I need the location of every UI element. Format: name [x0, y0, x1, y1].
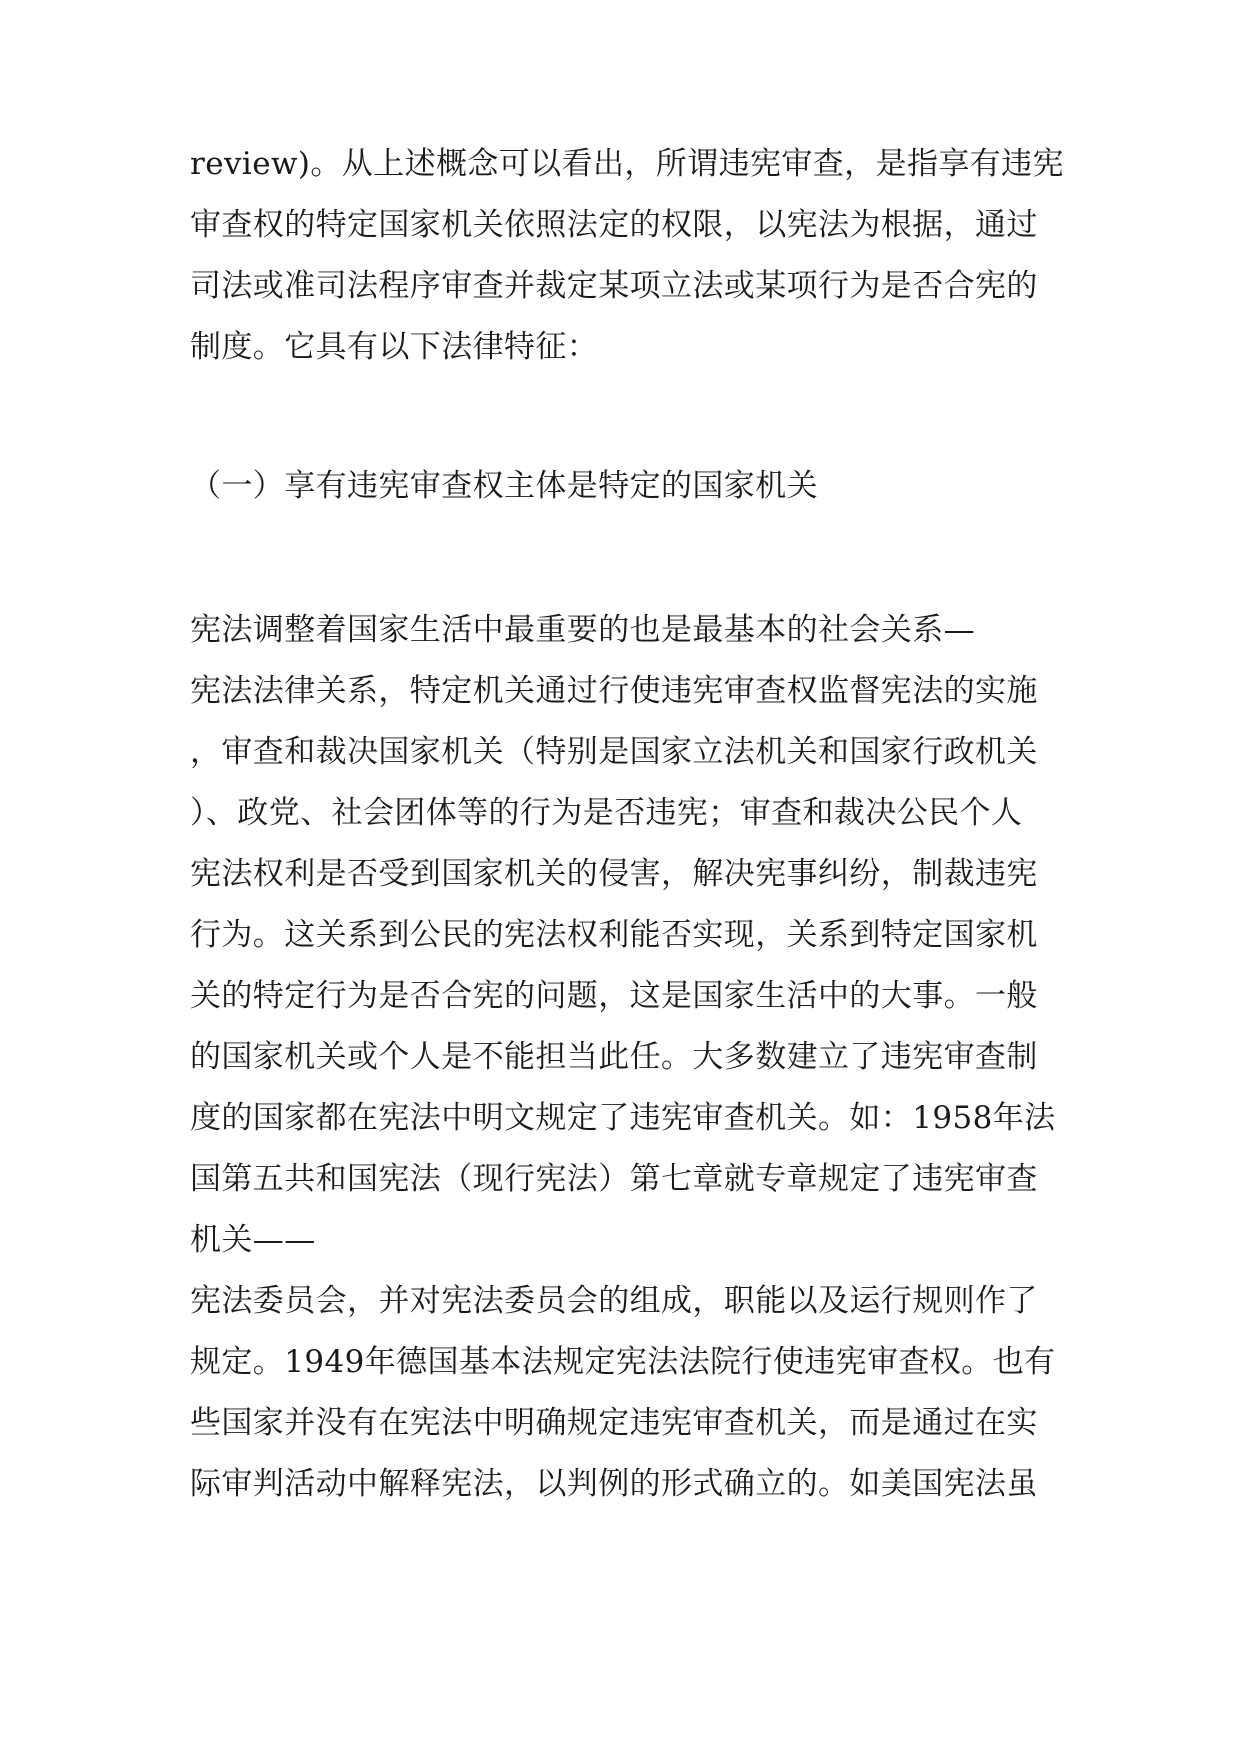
paragraph-line: 宪法调整着国家生活中最重要的也是最基本的社会关系—: [190, 612, 975, 648]
paragraph-line: 机关——: [190, 1222, 316, 1258]
paragraph-line: 宪法法律关系，特定机关通过行使违宪审查权监督宪法的实施: [190, 673, 1038, 709]
section-heading: （一）享有违宪审查权主体是特定的国家机关: [190, 468, 818, 504]
paragraph-line: 制度。它具有以下法律特征：: [190, 329, 599, 365]
paragraph-line: 度的国家都在宪法中明文规定了违宪审查机关。如：1958年法: [190, 1100, 1056, 1136]
paragraph-line: 司法或准司法程序审查并裁定某项立法或某项行为是否合宪的: [190, 268, 1038, 304]
paragraph-line: review)。从上述概念可以看出，所谓违宪审查，是指享有违宪: [190, 146, 1064, 182]
paragraph-line: 审查权的特定国家机关依照法定的权限，以宪法为根据，通过: [190, 207, 1038, 243]
paragraph-line: 些国家并没有在宪法中明确规定违宪审查机关，而是通过在实: [190, 1405, 1038, 1441]
paragraph-line: 国第五共和国宪法（现行宪法）第七章就专章规定了违宪审查: [190, 1161, 1038, 1197]
paragraph-line: 际审判活动中解释宪法，以判例的形式确立的。如美国宪法虽: [190, 1466, 1038, 1502]
paragraph-line: 的国家机关或个人是不能担当此任。大多数建立了违宪审查制: [190, 1039, 1038, 1075]
paragraph-line: 行为。这关系到公民的宪法权利能否实现，关系到特定国家机: [190, 917, 1038, 953]
paragraph-line: 规定。1949年德国基本法规定宪法法院行使违宪审查权。也有: [190, 1344, 1056, 1380]
paragraph-line: ）、政党、社会团体等的行为是否违宪；审查和裁决公民个人: [190, 795, 1023, 831]
paragraph-line: 宪法权利是否受到国家机关的侵害，解决宪事纠纷，制裁违宪: [190, 856, 1038, 892]
paragraph-line: 宪法委员会，并对宪法委员会的组成，职能以及运行规则作了: [190, 1283, 1038, 1319]
paragraph-line: 关的特定行为是否合宪的问题，这是国家生活中的大事。一般: [190, 978, 1038, 1014]
paragraph-line: ，审查和裁决国家机关（特别是国家立法机关和国家行政机关: [190, 734, 1038, 770]
